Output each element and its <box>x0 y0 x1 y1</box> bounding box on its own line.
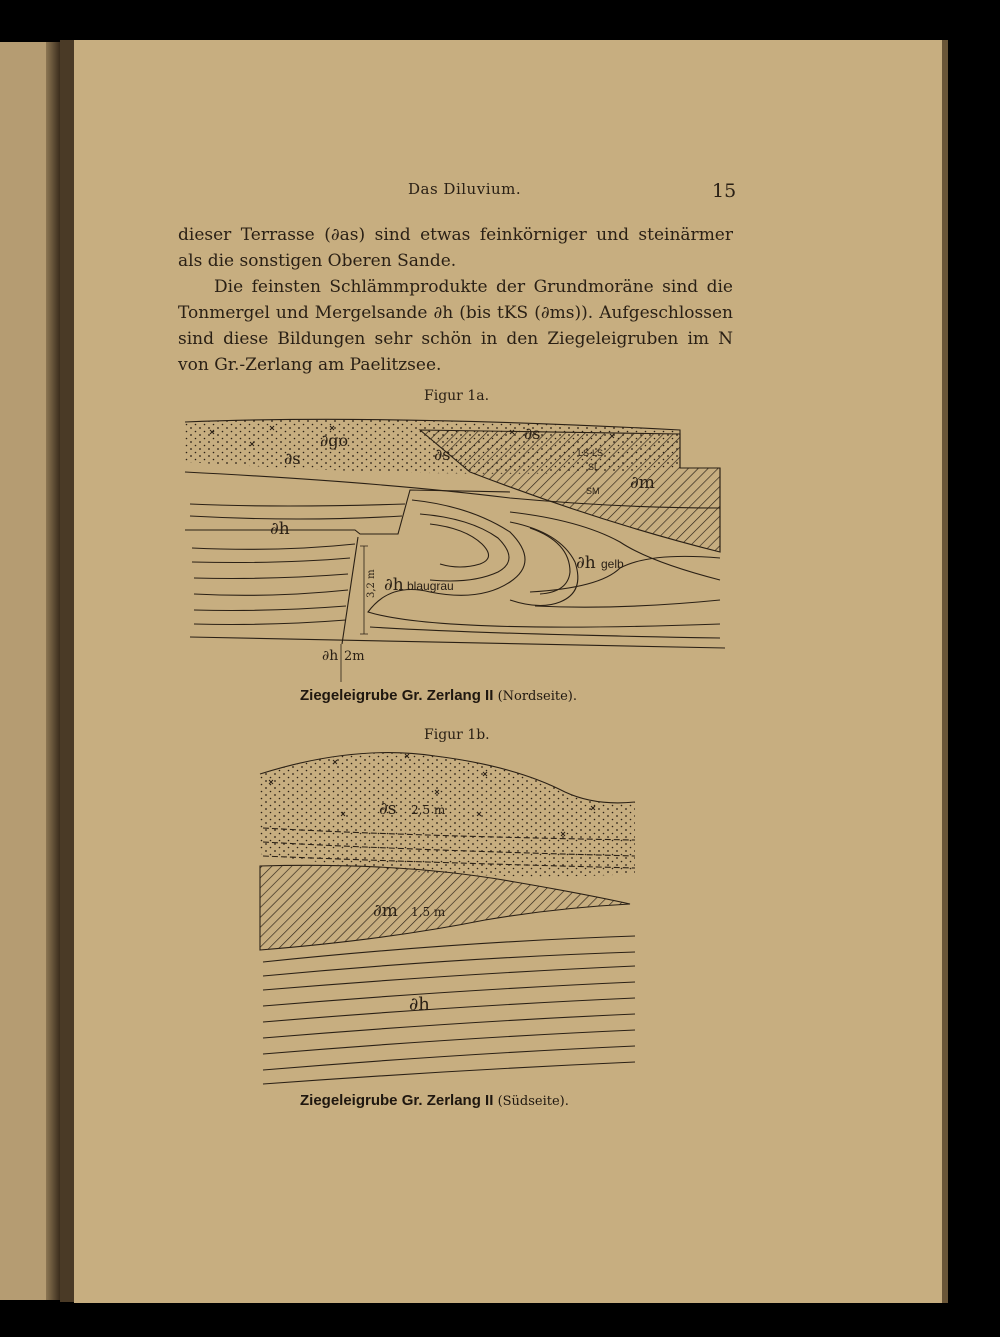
label-depth: 3,2 m <box>366 569 377 598</box>
label-dm: ∂m <box>373 901 398 921</box>
label-dm: ∂m <box>630 473 655 493</box>
figure-1b-label: Figur 1b. <box>424 727 490 743</box>
label-ls-ls: LS-LS <box>578 448 604 458</box>
figure-1a-caption-title: Ziegeleigrube Gr. Zerlang II <box>300 687 494 704</box>
label-ds-left: ∂s <box>284 449 301 468</box>
label-ds: ∂s <box>379 799 397 819</box>
page-edge <box>942 40 948 1303</box>
figure-1b-caption-title: Ziegeleigrube Gr. Zerlang II <box>300 1092 494 1109</box>
left-page-edge <box>0 42 60 1300</box>
figure-1a-caption <box>300 687 577 704</box>
label-2m: 2m <box>344 649 365 664</box>
label-ds-top: ∂s <box>524 424 541 443</box>
label-dm-thickness: 1,5 m <box>411 905 446 919</box>
label-blaugrau: blaugrau <box>407 579 454 593</box>
paragraph-2: Die feinsten Schlämmprodukte der Grundmoräne sind die Tonmergel und Mergelsande ∂h (bis tKS (∂ms)). Aufgeschlossen sind diese Bildungen sehr schön in den Ziegeleigruben im N von Gr.-Zerlang am Paelitzsee. <box>178 277 733 375</box>
label-dh-gelb: ∂h <box>576 553 596 573</box>
figure-1a-diagram <box>180 412 730 690</box>
label-dh-blaugrau: ∂h <box>384 575 404 595</box>
running-header: Das Diluvium. <box>408 180 522 198</box>
label-ds-thickness: 2,5 m <box>411 803 446 817</box>
figure-1a-caption-side: (Nordseite). <box>497 689 578 704</box>
paragraph-1: dieser Terrasse (∂as) sind etwas feinkörniger und steinärmer als die sonstigen Oberen Sande. <box>178 225 733 271</box>
body-text <box>178 222 733 378</box>
book-gutter <box>60 40 74 1302</box>
label-sm: SM <box>586 486 600 496</box>
label-dgo: ∂go <box>320 431 349 450</box>
label-gelb: gelb <box>601 557 624 571</box>
label-dh: ∂h <box>409 994 430 1015</box>
label-dh-left: ∂h <box>270 519 290 539</box>
label-ds-mid: ∂s <box>434 445 451 464</box>
label-sl: SL <box>588 462 600 472</box>
figure-1b-diagram <box>255 744 640 1089</box>
page-number: 15 <box>712 180 737 202</box>
figure-1a-label: Figur 1a. <box>424 388 490 404</box>
figure-1b-caption <box>300 1092 569 1109</box>
label-dh-bottom: ∂h <box>322 648 339 664</box>
figure-1b-caption-side: (Südseite). <box>497 1094 569 1109</box>
